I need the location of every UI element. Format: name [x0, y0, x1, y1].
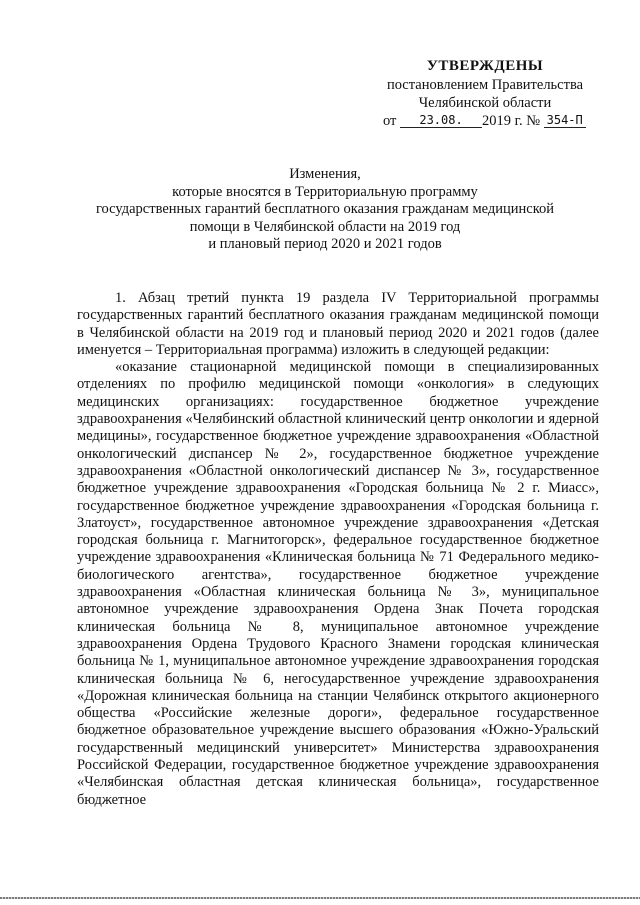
title-line-2: которые вносятся в Территориальную программу [172, 183, 478, 200]
approval-line-government: постановлением Правительства [386, 77, 584, 93]
title-line-4: помощи в Челябинской области на 2019 год [189, 218, 461, 235]
title-line-5: и плановый период 2020 и 2021 годов [208, 236, 442, 252]
body-paragraph-2: «оказание стационарной медицинской помощи в специализированных отделениях по профилю медицинской помощи «онкология» в следующих медицинских организациях: государственное бюджетное учреждение здравоохранения «Челябинский областной клинический центр онкологии и ядерной медицины», государственное бюджетное учреждение здравоохранения «Областной онкологический диспансер № 2», государственное бюджетное учреждение здравоохранения «Областной онкологический диспансер № 3», государственное бюджетное учреждение здравоохранения «Городская больница № 2 г. Миасс», государственное бюджетное учреждение здравоохранения «Городская больница г. Златоуст», государственное автономное учреждение здравоохранения «Детская городская больница г. Магнитогорск», федеральное государственное бюджетное учреждение здравоохранения «Клиническая больница № 71 Федерального медико-биологического агентства», государственное бюджетное учреждение здравоохранения «Областная клиническая больница № 3», муниципальное автономное учреждение здравоохранения Ордена Знак Почета городская клиническая больница № 8, муниципальное автономное учреждение здравоохранения Ордена Трудового Красного Знамени городская клиническая больница № 1, муниципальное автономное учреждение здравоохранения городская клиническая больница № 6, негосударственное учреждение здравоохранения «Дорожная клиническая больница на станции Челябинск открытого акционерного общества «Российские железные дороги», федеральное государственное бюджетное образовательное учреждение высшего образования «Южно-Уральский государственный медицинский университет» Министерства здравоохранения Российской Федерации, государственное бюджетное учреждение здравоохранения «Челябинская областная детская клиническая больница», государственное бюджетное [77, 359, 599, 808]
title-line-1: Изменения, [289, 166, 361, 182]
decree-date-field: 23.08. [400, 114, 482, 128]
approval-block [360, 57, 610, 112]
decree-date-number-line [383, 113, 586, 130]
title-line-3: государственных гарантий бесплатного оказания гражданам медицинской [95, 201, 555, 217]
decree-number-field: 354-П [544, 114, 586, 128]
approval-line-region: Челябинской области [418, 95, 552, 111]
document-title [70, 166, 580, 254]
number-label: № [526, 113, 541, 129]
decree-year: 2019 г. [482, 113, 523, 129]
approval-heading: УТВЕРЖДЕНЫ [426, 58, 544, 74]
scan-bottom-edge [0, 897, 640, 899]
document-body [77, 290, 599, 809]
from-label: от [383, 113, 397, 129]
body-paragraph-1: 1. Абзац третий пункта 19 раздела IV Территориальной программы государственных гарантий бесплатного оказания гражданам медицинской помощи в Челябинской области на 2019 год и плановый период 2020 и 2021 годов (далее именуется – Территориальная программа) изложить в следующей редакции: [77, 290, 599, 358]
